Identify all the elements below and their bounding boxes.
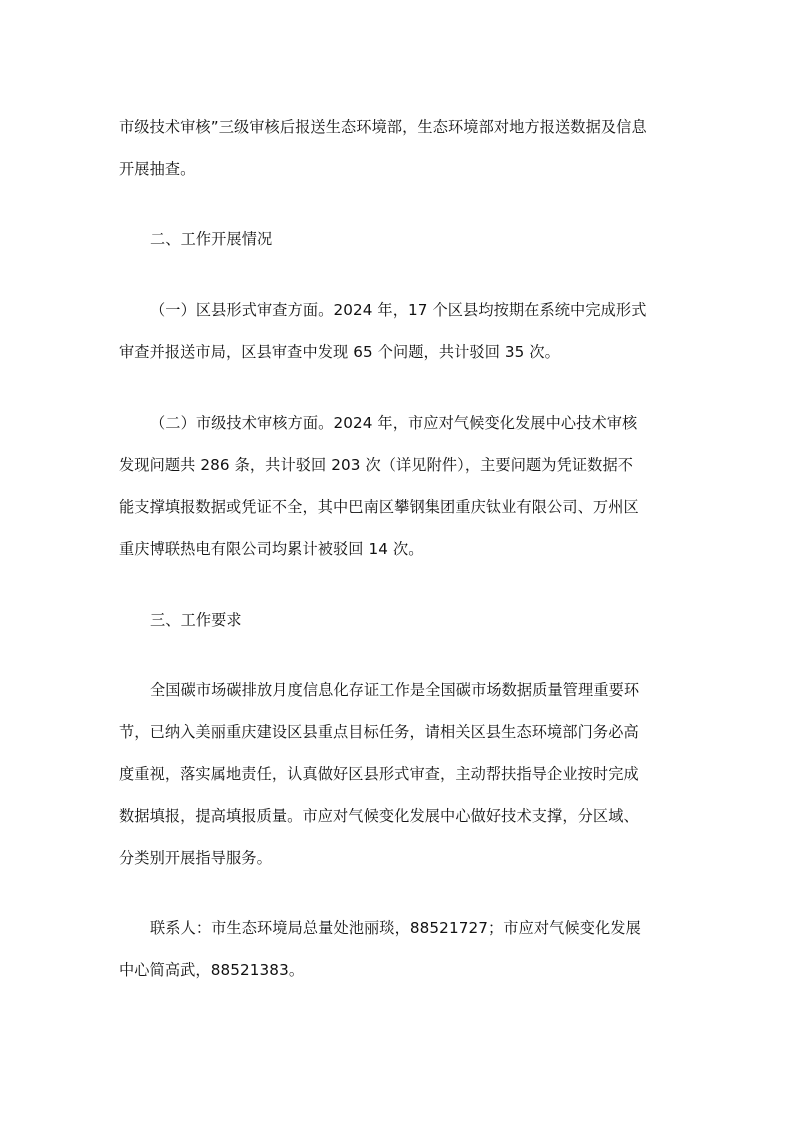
paragraph-line: 度重视，落实属地责任，认真做好区县形式审查，主动帮扶指导企业按时完成 xyxy=(119,765,639,783)
intro-line: 市级技术审核”三级审核后报送生态环境部，生态环境部对地方报送数据及信息 xyxy=(119,118,647,136)
contact-line: 中心简高武，88521383。 xyxy=(119,961,305,979)
section-heading-3: 三、工作要求 xyxy=(150,611,242,629)
paragraph-line: 发现问题共 286 条，共计驳回 203 次（详见附件），主要问题为凭证数据不 xyxy=(119,456,634,474)
paragraph-line: 能支撑填报数据或凭证不全，其中巴南区攀钢集团重庆钛业有限公司、万州区 xyxy=(119,498,639,516)
section-heading-2: 二、工作开展情况 xyxy=(150,230,273,248)
paragraph-line: 全国碳市场碳排放月度信息化存证工作是全国碳市场数据质量管理重要环 xyxy=(150,681,640,699)
paragraph-line: 重庆博联热电有限公司均累计被驳回 14 次。 xyxy=(119,540,424,558)
paragraph-line: 节，已纳入美丽重庆建设区县重点目标任务，请相关区县生态环境部门务必高 xyxy=(119,723,639,741)
paragraph-line: （二）市级技术审核方面。2024 年，市应对气候变化发展中心技术审核 xyxy=(150,414,638,432)
paragraph-line: 分类别开展指导服务。 xyxy=(119,849,272,867)
intro-line: 开展抽查。 xyxy=(119,160,196,178)
contact-line: 联系人：市生态环境局总量处池丽琰，88521727；市应对气候变化发展 xyxy=(150,919,641,937)
paragraph-line: 审查并报送市局，区县审查中发现 65 个问题，共计驳回 35 次。 xyxy=(119,343,560,361)
paragraph-line: （一）区县形式审查方面。2024 年，17 个区县均按期在系统中完成形式 xyxy=(150,301,647,319)
paragraph-line: 数据填报，提高填报质量。市应对气候变化发展中心做好技术支撑，分区域、 xyxy=(119,807,639,825)
